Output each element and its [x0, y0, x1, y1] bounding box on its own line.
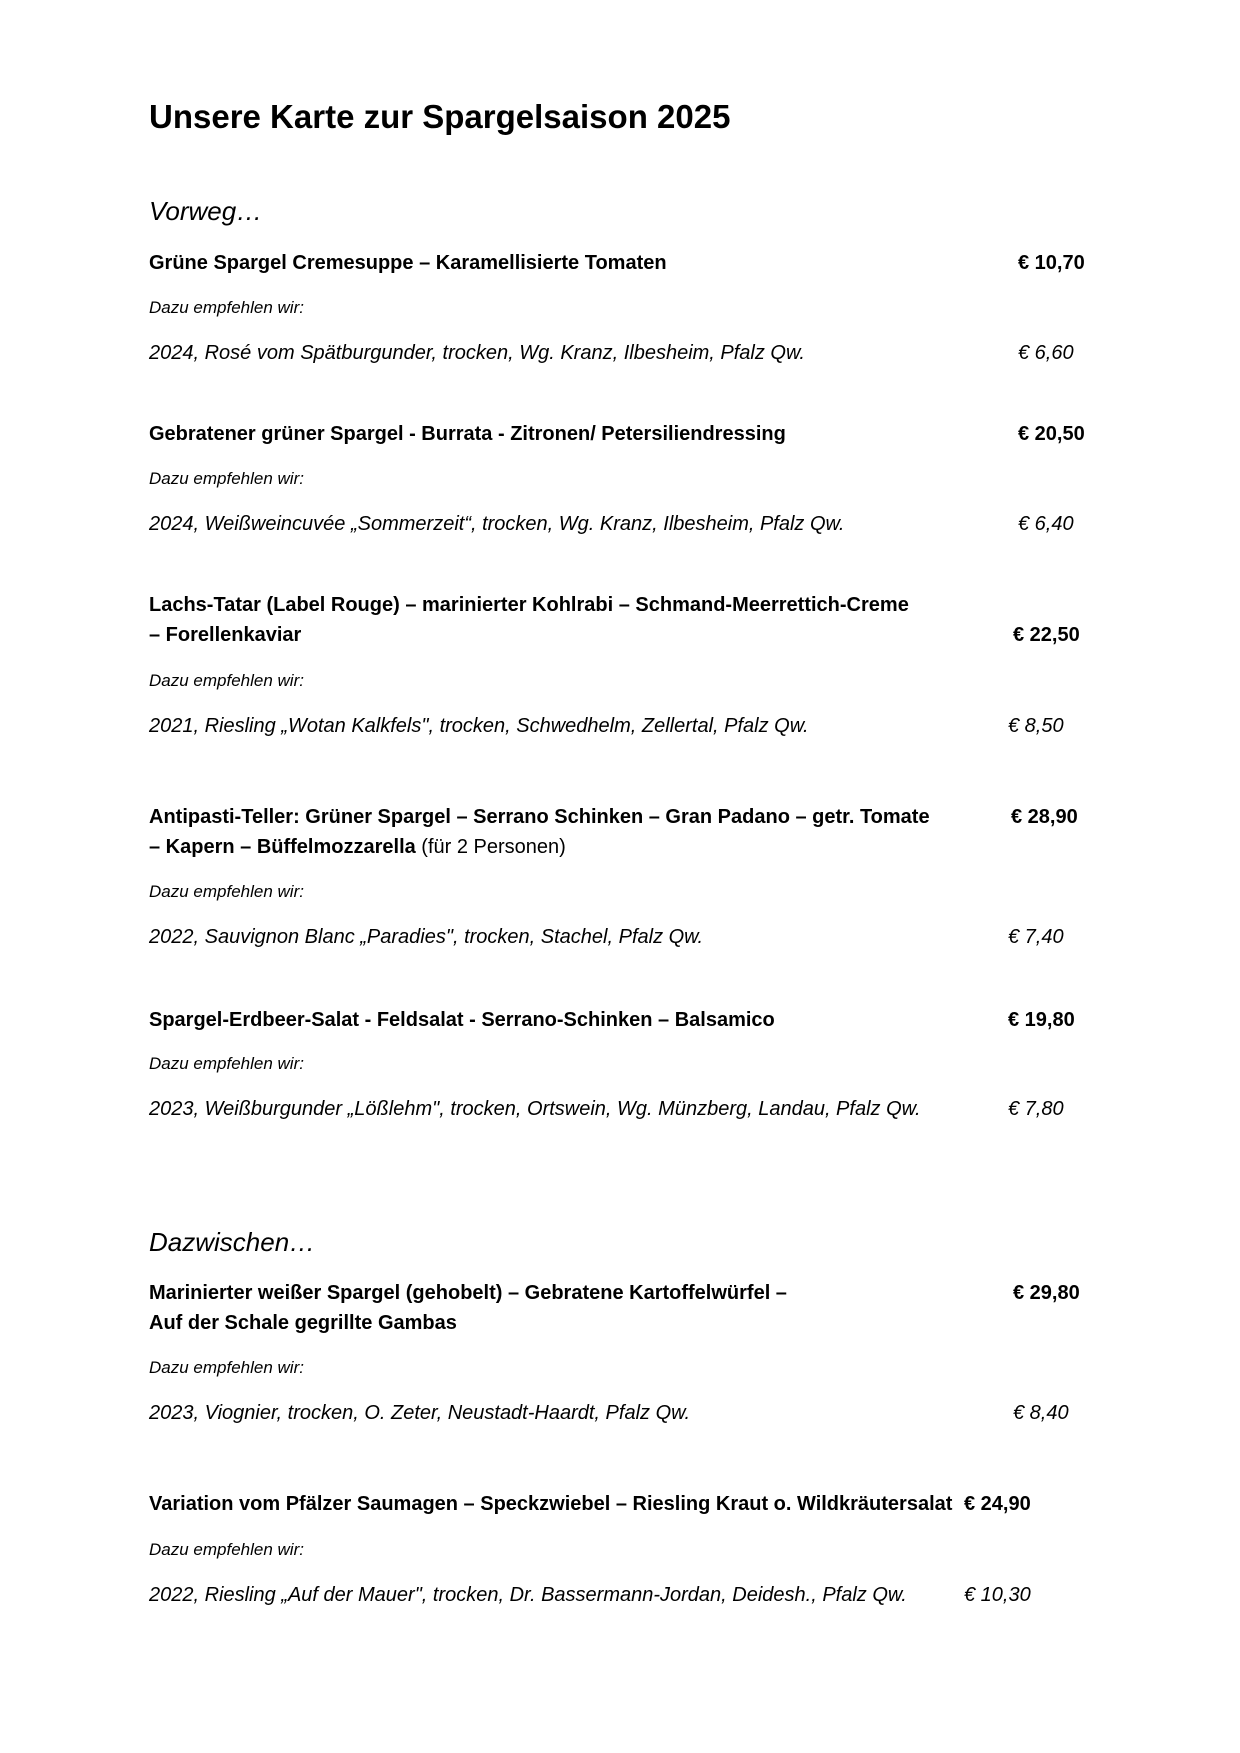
- dish-price: € 22,50: [1013, 624, 1080, 646]
- wine-price: € 7,40: [1008, 926, 1064, 948]
- recommend-label: Dazu empfehlen wir:: [149, 882, 304, 901]
- dish-name: [149, 1489, 952, 1519]
- dish-line: Antipasti-Teller: Grüner Spargel – Serrano Schinken – Gran Padano – getr. Tomate: [149, 806, 930, 828]
- recommend-label: Dazu empfehlen wir:: [149, 298, 304, 317]
- dish-price: € 29,80: [1013, 1282, 1080, 1304]
- dish-price: € 19,80: [1008, 1009, 1075, 1031]
- dish-note: (für 2 Personen): [415, 836, 566, 858]
- dish-price: € 28,90: [1011, 806, 1078, 828]
- recommend-label: Dazu empfehlen wir:: [149, 1540, 304, 1559]
- dish-name: [149, 419, 786, 449]
- dish-price: € 20,50: [1018, 423, 1085, 445]
- dish-name: [149, 248, 667, 278]
- wine-price: € 7,80: [1008, 1098, 1064, 1120]
- dish-line: – Forellenkaviar: [149, 624, 302, 646]
- wine-price: € 8,50: [1008, 715, 1064, 737]
- recommend-label: Dazu empfehlen wir:: [149, 1358, 304, 1377]
- wine-recommendation: 2023, Weißburgunder „Lößlehm", trocken, Ortswein, Wg. Münzberg, Landau, Pfalz Qw.: [149, 1098, 921, 1120]
- wine-recommendation: 2024, Rosé vom Spätburgunder, trocken, Wg. Kranz, Ilbesheim, Pfalz Qw.: [149, 342, 805, 364]
- wine-recommendation: 2021, Riesling „Wotan Kalkfels", trocken, Schwedhelm, Zellertal, Pfalz Qw.: [149, 715, 809, 737]
- recommend-label: Dazu empfehlen wir:: [149, 469, 304, 488]
- section-heading-vorweg: Vorweg…: [149, 196, 263, 226]
- dish-price: € 10,70: [1018, 252, 1085, 274]
- dish-line: Variation vom Pfälzer Saumagen – Speckzwiebel – Riesling Kraut o. Wildkräutersalat: [149, 1493, 953, 1515]
- dish-name: [149, 802, 930, 862]
- wine-price: € 10,30: [964, 1584, 1031, 1606]
- dish-line: Lachs-Tatar (Label Rouge) – marinierter Kohlrabi – Schmand-Meerrettich-Creme: [149, 594, 909, 616]
- wine-price: € 6,40: [1018, 513, 1074, 535]
- dish-price: € 24,90: [964, 1493, 1031, 1515]
- wine-recommendation: 2024, Weißweincuvée „Sommerzeit“, trocken, Wg. Kranz, Ilbesheim, Pfalz Qw.: [149, 513, 845, 535]
- dish-line: Marinierter weißer Spargel (gehobelt) – Gebratene Kartoffelwürfel –: [149, 1282, 787, 1304]
- section-heading-dazwischen: Dazwischen…: [149, 1227, 316, 1257]
- dish-line: – Kapern – Büffelmozzarella: [149, 836, 416, 858]
- wine-price: € 6,60: [1018, 342, 1074, 364]
- recommend-label: Dazu empfehlen wir:: [149, 1054, 304, 1073]
- wine-price: € 8,40: [1013, 1402, 1069, 1424]
- wine-recommendation: 2023, Viognier, trocken, O. Zeter, Neustadt-Haardt, Pfalz Qw.: [149, 1402, 691, 1424]
- dish-line: Spargel-Erdbeer-Salat - Feldsalat - Serrano-Schinken – Balsamico: [149, 1009, 775, 1031]
- wine-recommendation: 2022, Sauvignon Blanc „Paradies", trocken, Stachel, Pfalz Qw.: [149, 926, 704, 948]
- dish-line: Auf der Schale gegrillte Gambas: [149, 1312, 457, 1334]
- page-title: Unsere Karte zur Spargelsaison 2025: [149, 98, 731, 135]
- recommend-label: Dazu empfehlen wir:: [149, 671, 304, 690]
- dish-name: [149, 590, 909, 650]
- dish-line: Grüne Spargel Cremesuppe – Karamellisierte Tomaten: [149, 252, 667, 274]
- dish-line: Gebratener grüner Spargel - Burrata - Zitronen/ Petersiliendressing: [149, 423, 786, 445]
- dish-name: [149, 1278, 787, 1338]
- wine-recommendation: 2022, Riesling „Auf der Mauer", trocken, Dr. Bassermann-Jordan, Deidesh., Pfalz Qw.: [149, 1584, 907, 1606]
- dish-name: [149, 1005, 775, 1035]
